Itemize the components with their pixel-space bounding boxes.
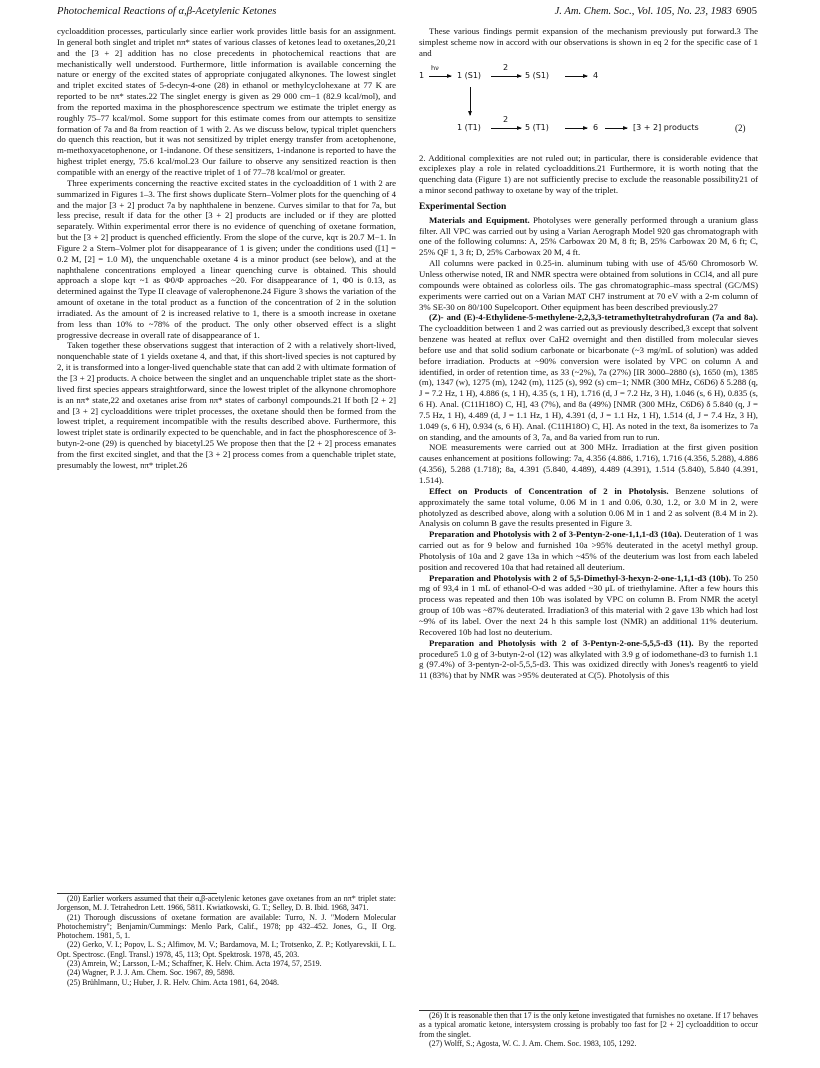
scheme-reagent-label: 2 xyxy=(503,62,509,72)
scheme-arrow xyxy=(565,76,587,77)
paragraph-lead: Effect on Products of Concentration of 2 in Photolysis. xyxy=(429,485,669,496)
scheme-reagent-label: 2 xyxy=(503,114,509,124)
footnotes-left xyxy=(57,893,396,987)
exp-paragraph xyxy=(419,638,758,681)
scheme-arrow xyxy=(491,76,521,77)
exp-paragraph xyxy=(419,529,758,572)
scheme-arrow xyxy=(491,128,521,129)
equation-number: (2) xyxy=(735,122,746,133)
exp-paragraph xyxy=(419,442,758,485)
body-paragraph: Taken together these observations suggest that interaction of 2 with a relatively short-lived, nonquenchable state of 1 yields oxetane 4, and that, if this short-lived species is not captured by 2, it is transformed into a longer-lived quenchable state that can add 2 with ultimate formation of the [3 + 2] products. A choice between the singlet and an unquenchable triplet state as the short-lived first species appears straightforward, since the lowest triplet of the alkynone chromophore is an nπ* state,22 and oxetanes arise from nπ* states of carbonyl compounds.21 If both [2 + 2] and [3 + 2] cycloadditions were triplet processes, the oxetane should then be formed from the lowest triplet, a requirement incompatible with the results described above. Furthermore, this lowest triplet state is ordinarily expected to be quenchable, and in fact the phosphorescence of 3-butyn-2-one (29) is quenched by biacetyl.25 We propose then that the [2 + 2] process emanates from the first excited singlet, and that the [3 + 2] process comes from a quenchable triplet state, presumably the lowest, nπ* triplet.26 xyxy=(57,340,396,470)
header-title: Photochemical Reactions of α,β-Acetylenic Ketones xyxy=(57,6,277,17)
scheme-reactant: 1 xyxy=(419,70,425,80)
paragraph-text: Photolyses were generally performed through a uranium glass filter. All VPC was carried out by using a Varian Aerograph Model 920 gas chromatograph with one of the following columns: A, 25% Carbowax 20 M, 8 ft; B, 25% Carbowax 20 M, 6 ft; C, 25% QF 1, 3 ft; D, 25% Carbowax 20 M, 4 ft. xyxy=(419,214,758,258)
scheme-arrow xyxy=(429,76,451,77)
footnotes-right xyxy=(419,1010,758,1048)
paragraph-text: All columns were packed in 0.25-in. aluminum tubing with use of 45/60 Chromosorb W. Unless otherwise noted, IR and NMR spectra were obtained from solutions in CCl4, and all pure compounds were obtained as colorless oils. The gas chromatographic–mass spectral (GC/MS) experiments were carried out on a Varian MAT CH7 instrument at 70 eV with a 2-m column of 3% SE-30 on 80/100 Supelcoport. Other equipment has been described previously.27 xyxy=(419,258,758,312)
body-paragraph: 2. Additional complexities are not ruled out; in particular, there is considerable evidence that exciplexes play a role in related cycloadditions.21 Furthermore, it is worth noting that the quenching data (Figure 1) are not sufficiently precise to exclude the reasonable possibility21 of a minor second pathway to oxetane by way of the triplet. xyxy=(419,152,758,196)
footnote: (25) Brühlmann, U.; Huber, J. R. Helv. Chim. Acta 1981, 64, 2048. xyxy=(67,977,279,987)
scheme-products: [3 + 2] products xyxy=(633,122,699,132)
footnote: (22) Gerko, V. I.; Popov, L. S.; Alfimov, M. V.; Bardamova, M. I.; Trotsenko, Z. P.; Kotlyarevskii, I. L. Opt. Spectrosc. (Engl. Transl.) 1978, 45, 113; Opt. Spektrosk. 1978, 45, 203. xyxy=(57,940,396,959)
page-number: 6905 xyxy=(735,6,757,17)
left-column xyxy=(57,26,396,471)
paragraph-text: NOE measurements were carried out at 300 MHz. Irradiation at the first given position causes enhancement at positions following: 7a, 4.356 (4.886, 1.716), 1.716 (4.356, 5.288), 4.886 (4.356), 5.288 (1.718); 8a, 4.391 (5.840, 4.489), 4.489 (4.391), 1.514 (5.840), 5.840 (4.391, 1.514). xyxy=(419,442,758,485)
scheme-isc-arrow xyxy=(470,87,471,115)
footnote: (21) Thorough discussions of oxetane formation are available: Turro, N. J. "Modern Molecular Photochemistry"; Benjamin/Cummings: Menlo Park, Calif., 1978; pp 432–452. Jones, G., II Org. Photochem. 1981, 5, 1. xyxy=(57,912,396,941)
footnote: (27) Wolff, S.; Agosta, W. C. J. Am. Chem. Soc. 1983, 105, 1292. xyxy=(429,1038,637,1048)
paragraph-lead: Materials and Equipment. xyxy=(429,214,530,225)
scheme-arrow xyxy=(565,128,587,129)
section-heading: Experimental Section xyxy=(419,201,507,212)
running-header xyxy=(57,6,757,22)
body-paragraph: These various findings permit expansion of the mechanism previously put forward.3 The simplest scheme now in accord with our observations is shown in eq 2 for the specific case of 1 and xyxy=(419,26,758,58)
header-journal xyxy=(555,6,757,17)
exp-paragraph xyxy=(419,215,758,258)
paragraph-lead: Preparation and Photolysis with 2 of 3-Pentyn-2-one-1,1,1-d3 (10a). xyxy=(429,529,682,540)
reaction-scheme-eq2 xyxy=(419,62,758,149)
paragraph-lead: Preparation and Photolysis with 2 of 5,5-Dimethyl-3-hexyn-2-one-1,1,1-d3 (10b). xyxy=(429,572,731,583)
header-citation: J. Am. Chem. Soc., Vol. 105, No. 23, 1983 xyxy=(554,6,732,17)
scheme-hv-label: hν xyxy=(431,63,439,72)
exp-paragraph xyxy=(419,258,758,312)
paragraph-text: The cycloaddition between 1 and 2 was carried out as previously described,3 except that solvent benzene was heated at reflux over CaH2 overnight and then distilled from molecular sieves before use and that solid sodium carbonate or bicarbonate (~3 mg/mL of solution) was added before irradiation. Products at ~90% conversion were isolated by VPC on column A and identified, in order of retention time, as 33 (~2%), 7a (27%) [IR 3000–2880 (s), 1650 (m), 1385 (m), 1347 (w), 1275 (m), 1242 (m), 1125 (s), 992 (s) cm−1; NMR (300 MHz, C6D6) δ 5.288 (q, J = 7.2 Hz, 1 H), 4.886 (s, 1 H), 4.35 (s, 1 H), 1.716 (d, J = 7.2 Hz, 3 H), 1.046 (s, 6 H), 0.835 (s, 6 H). Anal. (C11H18O) C, H], 43 (7%), and 8a (49%) [NMR (300 MHz, C6D6) δ 5.840 (q, J = 7.5 Hz, 1 H), 4.489 (d, J = 1.1 Hz, 1 H), 4.391 (d, J = 1.1 Hz, 1 H), 1.514 (d, J = 7.4 Hz, 3 H), 1.049 (s, 6 H), 0.934 (s, 6 H). Anal. (C11H18O) C, H]. As noted in the text, 8a isomerizes to 7a on standing, and the amounts of 3, 7a, and 8a varied from run to run. xyxy=(419,323,758,442)
scheme-arrow xyxy=(605,128,627,129)
scheme-triplet-5: 5 (T1) xyxy=(525,122,549,132)
body-paragraph: Three experiments concerning the reactive excited states in the cycloaddition of 1 with 2 are summarized in Figures 1–3. The first shows duplicate Stern–Volmer plots for the quenching of 4 and the major [3 + 2] product 7a by naphthalene in benzene. Curves similar to that for 7a, but less precise, result if data for the other [3 + 2] products are included or if they are plotted separately. Within experimental error there is no evidence of quenching of oxetane formation, but the [3 + 2] product is quenched efficiently. From the slope of the curve, kqτ is 20.7 M−1. In Figure 2 a Stern–Volmer plot for disappearance of 1 is given; under the conditions used ([1] = 0.2 M, [2] = 1.0 M), the unquenchable oxetane 4 is a minor product (see below), and at the naphthalene concentrations employed a linear quenching curve is obtained. This should approach a slope kqτ ~1 as Φ0/Φ approaches ~20. For disappearance of 1, Φ0 is 0.13, as determined against the Type II cleavage of valerophenone.24 Figure 3 shows the variation of the amount of oxetane in the total product as a function of the concentration of 2 in the solution irradiated. As the amount of 2 is increased relative to 1, there is a smooth increase in oxetane from less than 10% to ~78% of the product. The only other observed effect is a slight progressive decrease in overall rate of disappearance of 1. xyxy=(57,177,396,340)
scheme-intermediate: 6 xyxy=(593,122,599,132)
footnote: (20) Earlier workers assumed that their α,β-acetylenic ketones gave oxetanes from an nπ* triplet state: Jorgenson, M. J. Tetrahedron Lett. 1966, 5811. Kwiatkowski, G. T.; Selley, D. B. Ibid. 1968, 3471. xyxy=(57,894,396,913)
right-column xyxy=(419,26,758,681)
footnote: (26) It is reasonable then that 17 is the only ketone investigated that furnishes no oxetane. If 17 behaves as a typical aromatic ketone, intersystem crossing is probably too fast for [2 + 2] cycloaddition to occur from the singlet. xyxy=(419,1011,758,1039)
paragraph-text: By the reported procedure5 1.0 g of 3-butyn-2-ol (12) was alkylated with 3.9 g of iodomethane-d3 to furnish 1.1 g (97.4%) of 3-pentyn-2-ol-5,5,5-d3. This was oxidized directly with Jones's reagent6 to yield 11 (83%) that by NMR was >95% deuterated at C(5). Photolysis of this xyxy=(419,637,759,681)
paragraph-text: To 250 mg of 93,4 in 1 mL of ethanol-O-d was added ~30 μL of triethylamine. After a few hours this process was repeated and then 10b was isolated by VPC on column B. From NMR the acetyl group of 10b was ~87% deuterated. Irradiation3 of this material with 2 gave 13b which had lost ~9% of its label. Over the next 24 h this sample lost (NMR) an additional 11% deuterium. Recovered 10b had lost no deuterium. xyxy=(419,572,758,637)
paragraph-lead: (Z)- and (E)-4-Ethylidene-5-methylene-2,2,3,3-tetramethyltetrahydrofuran (7a and 8a). xyxy=(429,312,758,323)
scheme-singlet-5: 5 (S1) xyxy=(525,70,550,80)
paragraph-text: Deuteration of 1 was carried out as for 9 below and furnished 10a >95% deuterated in the acetyl methyl group. Photolysis of 10a and 2 gave 13a in which ~45% of the deuterium was lost from each labeled position and recovered 10a that had retained all deuterium. xyxy=(419,529,759,572)
paragraph-lead: Preparation and Photolysis with 2 of 3-Pentyn-2-one-5,5,5-d3 (11). xyxy=(429,637,694,648)
exp-paragraph xyxy=(419,312,758,442)
scheme-triplet-1: 1 (T1) xyxy=(457,122,481,132)
scheme-oxetane: 4 xyxy=(593,70,599,80)
scheme-singlet-1: 1 (S1) xyxy=(457,70,482,80)
footnote: (24) Wagner, P. J. J. Am. Chem. Soc. 1967, 89, 5898. xyxy=(67,968,235,978)
exp-paragraph xyxy=(419,486,758,529)
exp-paragraph xyxy=(419,573,758,638)
paragraph-text: Benzene solutions of approximately the same total volume, 0.06 M in 1 and 0.06, 0.30, 1.2, or 3.0 M in 2, were photolyzed as described above, along with a solution 0.06 M in 1 and 2 as solvent (8.4 M in 2). Analysis on column B gave the results presented in Figure 3. xyxy=(419,485,758,529)
body-paragraph: cycloaddition processes, particularly since earlier work provides little basis for an assignment. In general both singlet and triplet nπ* states of various classes of ketones lead to oxetanes,20,21 and the [3 + 2] addition has no close precedents in photochemical reactions that are mechanistically well understood. Furthermore, little information is available concerning the nature or energy of the excited states of appropriate conjugated alkynones. The lowest singlet and triplet excited states of 5-decyn-4-one (28) in ethanol or methylcyclohexane at 77 K are reported to be nπ* states.22 The singlet energy is given as 29 000 cm−1 (82.9 kcal/mol), and from the reported maxima in the phosphorescence spectrum we estimate the triplet energy as roughly 75–77 kcal/mol. Some support for this estimate comes from our attempts to sensitize formation of 7a and 8a from reaction of 1 with 2. As we discuss below, typical triplet quenchers do quench this reaction, but it was not sensitized by triplet energy transfer from acetophenone, m-methoxyacetophenone, or 1-indanone. Of these sensitizers, 1-indanone is reported to have the highest triplet energy, 75.6 kcal/mol.23 Our failure to observe any sensitized reaction is then compatible with an energy of the reactive triplet of 1 of 77–78 kcal/mol or greater. xyxy=(57,26,396,177)
footnote: (23) Amrein, W.; Larsson, I.-M.; Schaffner, K. Helv. Chim. Acta 1974, 57, 2519. xyxy=(67,959,322,969)
